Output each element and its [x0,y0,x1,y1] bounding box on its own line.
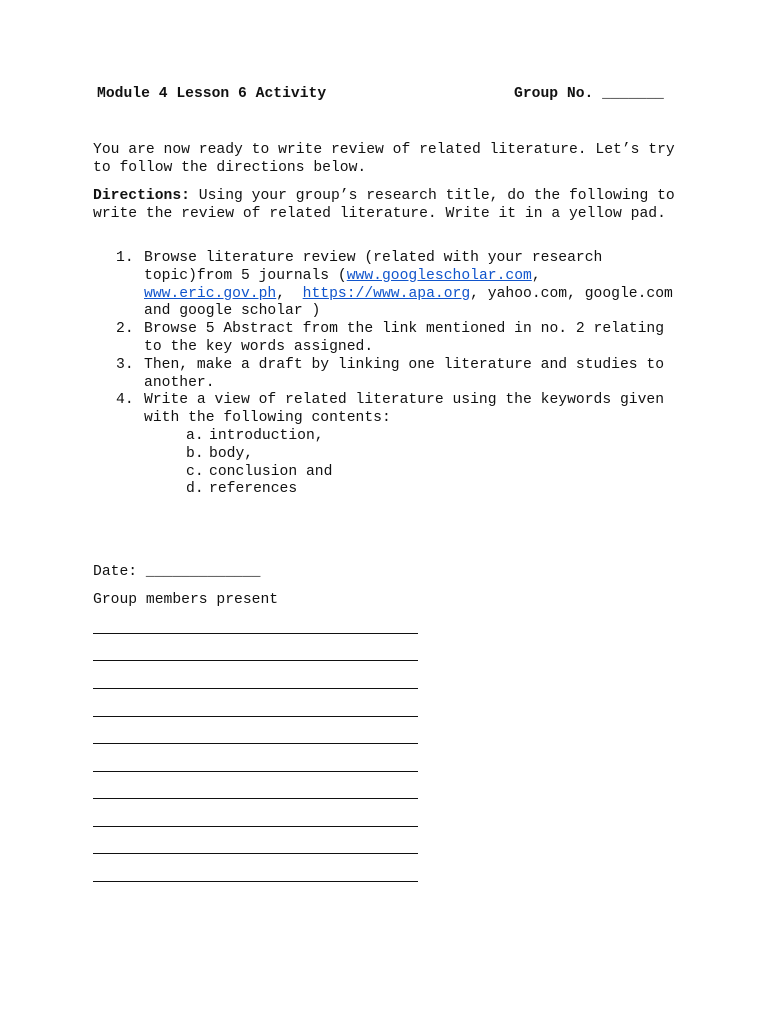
step-number: 4. [116,392,134,409]
list-item [93,392,683,499]
member-blank-line [93,687,418,689]
list-item [93,321,683,357]
directions-label: Directions: [93,188,190,204]
step-text: Browse 5 Abstract from the link mentioned in no. 2 relating to the key words assigned. [144,321,665,355]
directions-text: Using your group’s research title, do the following to write the review of related literature. Write it in a yellow pad. [93,188,675,222]
step-text: Then, make a draft by linking one literature and studies to another. [144,356,665,391]
sub-text: conclusion and [209,463,333,480]
member-blank-line [93,632,418,634]
googlescholar-link[interactable]: www.googlescholar.com [346,267,532,284]
sub-letter: c. [186,463,204,480]
member-blank-line [93,797,418,799]
step-number: 3. [116,356,134,373]
member-blank-line [93,852,418,854]
step-text: Browse literature review (related with your research topic)from 5 journals ( [144,250,603,284]
sublist-item [144,446,683,464]
intro-paragraph: You are now ready to write review of related literature. Let’s try to follow the directions below. [93,142,675,176]
eric-link[interactable]: www.eric.gov.ph [144,285,277,302]
sublist-item [144,464,683,482]
member-blank-line [93,715,418,717]
steps-list [93,250,683,499]
member-blank-line [93,770,418,772]
list-item [93,250,683,321]
date-field [93,564,261,580]
sublist-item [144,428,683,446]
member-blank-line [93,742,418,744]
sub-text: references [209,481,298,498]
step-text: Write a view of related literature using the keywords given with the following contents: [144,392,665,427]
contents-sublist [144,428,683,499]
member-blank-line [93,659,418,661]
sub-text: introduction, [209,427,324,444]
sublist-item [144,481,683,499]
group-number-label: Group No. [514,86,594,102]
sub-letter: a. [186,427,204,444]
date-label: Date: [93,564,138,580]
sub-letter: d. [186,481,204,498]
link-separator: , [531,267,541,284]
member-blank-line [93,880,418,882]
page-title: Module 4 Lesson 6 Activity [97,86,327,102]
directions-paragraph [93,187,683,223]
group-number-field [514,86,664,102]
step-number: 2. [116,321,134,338]
group-members-label: Group members present [93,592,279,608]
step-text-end: , yahoo.com, google.com and google scholar ) [144,285,673,320]
sub-letter: b. [186,445,204,462]
member-blank-line [93,825,418,827]
step-number: 1. [116,250,134,266]
group-number-blank: _______ [602,86,664,102]
link-separator: , [276,285,303,302]
sub-text: body, [209,445,254,462]
date-blank: _____________ [145,564,261,580]
apa-link[interactable]: https://www.apa.org [302,285,471,302]
list-item [93,357,683,393]
